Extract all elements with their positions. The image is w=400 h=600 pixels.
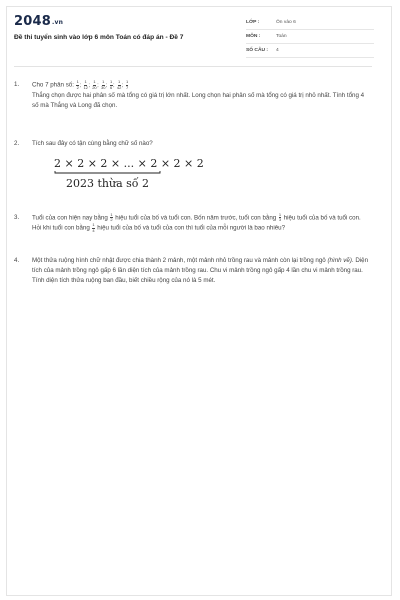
document-title: Đề thi tuyển sinh vào lớp 6 môn Toán có đáp án - Đề 7 — [14, 34, 184, 41]
meta-row-count — [246, 44, 374, 58]
fraction — [126, 80, 129, 90]
fraction-numerator: 1 — [92, 222, 95, 228]
question-text-part: hiệu tuổi của bố và tuổi con. Hỏi khi tuổi con bằng — [32, 214, 361, 232]
question-body — [32, 256, 370, 286]
fraction-denominator: 7 — [125, 84, 129, 90]
logo-suffix: .vn — [51, 19, 64, 26]
question-number: 4. — [14, 256, 20, 264]
question-list — [14, 80, 370, 286]
fraction-denominator: 6 — [110, 84, 113, 90]
question-intro-line: Cho 7 phân số: $\frac{1}{2}$ ; $\frac{1}{12}$ ; $\frac{1}{20}$ ; $\frac{1}{30}$ ; $\frac{1}{6}$ ; $\frac{1}{42}$ ; $\frac{1}{7}$ — [32, 79, 129, 90]
question-text-part: Tuổi của con hiện nay bằng — [32, 214, 108, 222]
question-1 — [14, 80, 370, 111]
fraction-numerator: 1 — [84, 79, 87, 84]
fraction — [101, 80, 105, 90]
meta-value: Toán — [276, 34, 287, 39]
question-body — [32, 213, 370, 234]
fraction-numerator: 1 — [93, 79, 96, 84]
fraction — [110, 213, 113, 223]
question-text-part: Một thửa ruộng hình chữ nhật được chia thành 2 mảnh, một mảnh nhỏ trồng rau và mảnh còn lại trồng ngô — [32, 256, 326, 264]
question-text: Tích sau đây có tận cùng bằng chữ số nào? — [32, 139, 153, 147]
question-intro: Cho 7 phân số: — [32, 81, 74, 89]
question-number: 1. — [14, 81, 20, 88]
question-number: 2. — [14, 139, 20, 147]
site-logo[interactable] — [14, 14, 63, 29]
fraction — [117, 80, 121, 90]
question-text-part: . Diện tích của mảnh trồng ngô gấp 6 lần diện tích của mảnh trồng rau. Chu vi mảnh trồng ngô gấp 4 lần chu vi mảnh trồng rau. Tính diện tích thửa ruộng ban đầu, biết chiều rộng của nó là 5 mét. — [32, 256, 369, 284]
question-body — [32, 80, 370, 111]
figure-reference: (hình vẽ) — [327, 256, 352, 264]
fraction-denominator: 2 — [76, 84, 79, 90]
meta-row-subject — [246, 30, 374, 44]
fraction-denominator: 30 — [100, 84, 106, 90]
document-header — [14, 12, 374, 64]
logo-text: 2048 — [14, 14, 51, 29]
fraction-numerator: 1 — [117, 79, 121, 84]
fraction — [76, 80, 79, 90]
fraction-numerator: 1 — [102, 79, 105, 84]
question-text-part: hiệu tuổi của bố và tuổi của con thì tuổi của mỗi người là bao nhiêu? — [97, 224, 286, 232]
question-2 — [14, 139, 370, 189]
formula-caption: 2023 thừa số 2 — [66, 176, 150, 190]
fraction-numerator: 1 — [110, 79, 113, 84]
meta-table — [246, 16, 374, 58]
fraction-numerator: 1 — [110, 211, 113, 217]
question-text — [32, 213, 370, 234]
question-body — [32, 139, 370, 189]
question-3 — [14, 213, 370, 234]
meta-value: 4 — [276, 48, 279, 53]
fraction — [92, 223, 95, 233]
fraction — [279, 213, 282, 223]
product-formula — [52, 156, 370, 190]
fraction-denominator: 12 — [83, 84, 88, 90]
underbrace — [54, 171, 162, 177]
formula-product: 2 × 2 × 2 × ... × 2 × 2 × 2 — [54, 156, 204, 170]
fraction-numerator: 1 — [76, 79, 79, 84]
question-4 — [14, 256, 370, 286]
meta-row-class — [246, 16, 374, 30]
question-text-part: hiệu tuổi của bố và tuổi con. Bốn năm trước, tuổi con bằng — [115, 214, 277, 222]
header-divider — [14, 66, 372, 67]
fraction-numerator: 1 — [278, 211, 282, 217]
fraction-denominator: 42 — [116, 84, 122, 90]
fraction — [92, 80, 96, 90]
meta-value: Ôn vào 6 — [276, 20, 296, 25]
fraction-denominator: 3 — [278, 217, 282, 223]
meta-label: SỐ CÂU : — [246, 48, 269, 53]
question-text — [32, 256, 370, 286]
fraction-denominator: 2 — [110, 217, 113, 223]
question-number: 3. — [14, 213, 20, 221]
fraction-denominator: 4 — [92, 227, 95, 233]
fraction-denominator: 20 — [92, 84, 97, 90]
meta-label: MÔN : — [246, 34, 261, 39]
fraction-numerator: 1 — [125, 79, 129, 84]
question-text: Thắng chọn được hai phân số mà tổng có giá trị lớn nhất. Long chọn hai phân số mà tổng có giá trị nhỏ nhất. Tính tổng 4 số mà Thắng và Long đã chọn. — [32, 91, 365, 109]
meta-label: LỚP : — [246, 20, 260, 25]
